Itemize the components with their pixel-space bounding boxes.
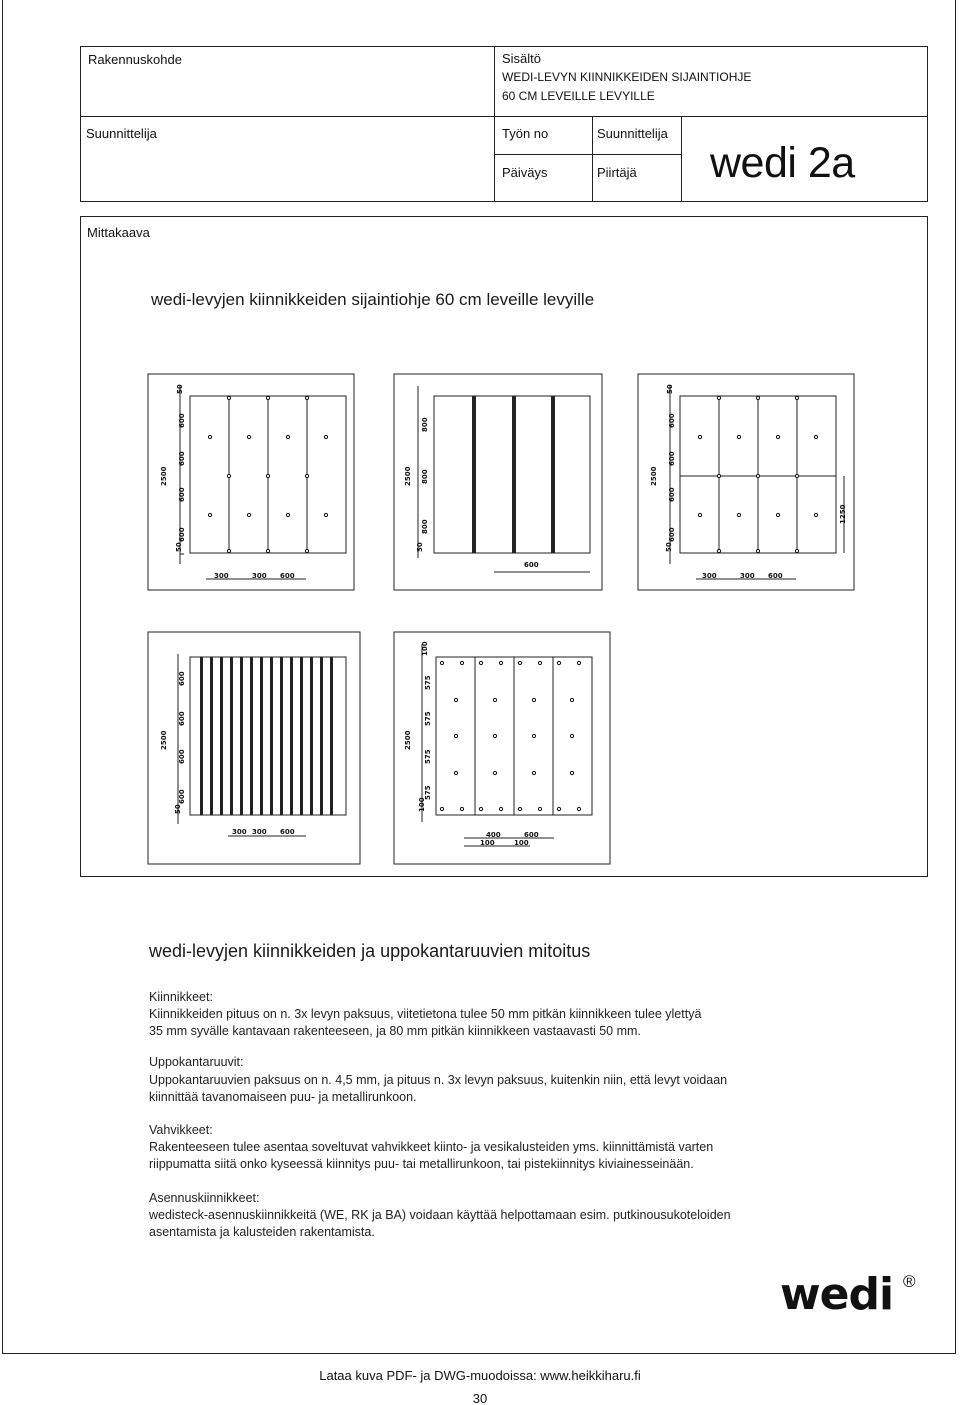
drawing-panel-4 <box>148 632 360 864</box>
d5-label-r2: 575 <box>424 711 432 726</box>
d2-label-w: 600 <box>524 561 539 569</box>
page-frame-right <box>955 0 956 1354</box>
mittakaava-label: Mittakaava <box>87 225 150 240</box>
vahvikkeet-paragraph-1: Rakenteeseen tulee asentaa soveltuvat vahvikkeet kiinto- ja vesikalusteiden yms. kiinnittämistä varten <box>149 1140 714 1154</box>
suunnittelija-label: Suunnittelija <box>86 126 157 141</box>
asennuskiinnikkeet-paragraph-2: asentamista ja kalusteiden rakentamista. <box>149 1225 375 1239</box>
d1-label-total: 2500 <box>160 466 168 486</box>
d1-label-r2: 600 <box>178 451 186 466</box>
d5-label-w1: 400 <box>486 831 501 839</box>
wedi-logo-registered-mark: ® <box>903 1272 916 1291</box>
header-divider-v2 <box>592 116 593 202</box>
d4-label-r4: 600 <box>178 789 186 804</box>
header-divider-h2 <box>494 154 682 155</box>
d1-label-r4: 600 <box>178 527 186 542</box>
d1-label-w2: 300 <box>252 572 267 580</box>
rakennuskohde-label: Rakennuskohde <box>88 52 182 67</box>
section-title: wedi-levyjen kiinnikkeiden ja uppokantaruuvien mitoitus <box>149 941 591 961</box>
d2-label-bottom: 50 <box>416 542 424 552</box>
tyon-no-label: Työn no <box>502 126 549 141</box>
d4-label-w1: 300 <box>232 828 247 836</box>
d5-label-r4: 575 <box>424 785 432 800</box>
d1-label-r3: 600 <box>178 487 186 502</box>
d4-label-bottom: 50 <box>174 804 182 814</box>
asennuskiinnikkeet-heading: Asennuskiinnikkeet: <box>149 1191 260 1205</box>
d5-label-bottom: 100 <box>418 797 426 812</box>
d2-label-total: 2500 <box>404 466 412 486</box>
paivays-label: Päiväys <box>502 165 548 180</box>
drawing-panel-1 <box>148 374 354 590</box>
d4-label-r2: 600 <box>178 711 186 726</box>
d3-label-right: 1250 <box>839 504 847 524</box>
main-border-top <box>80 216 928 217</box>
suunnittelija2-label: Suunnittelija <box>597 126 668 141</box>
d1-label-w1: 300 <box>214 572 229 580</box>
d4-label-w2: 300 <box>252 828 267 836</box>
page-frame-bottom <box>2 1353 956 1354</box>
asennuskiinnikkeet-paragraph-1: wedisteck-asennuskiinnikkeitä (WE, RK ja BA) voidaan käyttää helpottamaan esim. putkinousukoteloiden <box>149 1208 731 1222</box>
d4-label-r3: 600 <box>178 749 186 764</box>
drawing-panel-5 <box>394 632 610 864</box>
d3-label-r4: 600 <box>668 527 676 542</box>
drawing-panel-3 <box>638 374 854 590</box>
d5-label-r3: 575 <box>424 749 432 764</box>
d3-label-top: 50 <box>666 384 674 394</box>
main-border-right <box>927 216 928 877</box>
d3-label-r3: 600 <box>668 487 676 502</box>
d5-label-e1: 100 <box>480 839 495 847</box>
download-link[interactable]: Lataa kuva PDF- ja DWG-muodoissa: www.heikkiharu.fi <box>319 1368 641 1383</box>
sisalto-line-1: WEDI-LEVYN KIINNIKKEIDEN SIJAINTIOHJE <box>502 70 752 84</box>
page-frame-left <box>2 0 3 1354</box>
d1-label-r1: 600 <box>178 413 186 428</box>
piirtaja-label: Piirtäjä <box>597 165 637 180</box>
d2-label-r2: 800 <box>421 469 429 484</box>
uppokantaruuvit-paragraph-1: Uppokantaruuvien paksuus on n. 4,5 mm, ja pituus n. 3x levyn paksuus, kuitenkin niin, että levyt voidaan <box>149 1073 728 1087</box>
d5-label-total: 2500 <box>404 730 412 750</box>
d1-label-top: 50 <box>176 384 184 394</box>
drawing-panel-2 <box>394 374 602 590</box>
d3-label-total: 2500 <box>650 466 658 486</box>
header-divider-v3 <box>681 116 682 202</box>
uppokantaruuvit-heading: Uppokantaruuvit: <box>149 1055 244 1069</box>
d3-label-r1: 600 <box>668 413 676 428</box>
main-border-bottom <box>80 876 928 877</box>
document-id: wedi 2a <box>710 139 855 187</box>
d1-label-w3: 600 <box>280 572 295 580</box>
d5-label-top: 100 <box>421 641 429 656</box>
header-border-bottom <box>80 201 928 202</box>
d3-label-r2: 600 <box>668 451 676 466</box>
d3-label-bottom: 50 <box>665 542 673 552</box>
vahvikkeet-heading: Vahvikkeet: <box>149 1123 213 1137</box>
kiinnikkeet-heading: Kiinnikkeet: <box>149 990 213 1004</box>
d5-label-r1: 575 <box>424 675 432 690</box>
d1-label-bottom: 50 <box>175 542 183 552</box>
kiinnikkeet-paragraph-1: Kiinnikkeiden pituus on n. 3x levyn paksuus, viitetietona tulee 50 mm pitkän kiinnikkeen tulee ylettyä <box>149 1007 702 1021</box>
wedi-logo: wedi <box>780 1269 894 1320</box>
d3-label-w3: 600 <box>768 572 783 580</box>
page-number: 30 <box>472 1391 488 1405</box>
d4-label-w3: 600 <box>280 828 295 836</box>
d2-label-r1: 800 <box>421 417 429 432</box>
d4-label-total: 2500 <box>160 730 168 750</box>
main-border-left <box>80 216 81 877</box>
uppokantaruuvit-paragraph-2: kiinnittää tavanomaiseen puu- ja metallirunkoon. <box>149 1090 417 1104</box>
vahvikkeet-paragraph-2: riippumatta siitä onko kyseessä kiinnitys puu- tai metallirunkoon, tai pistekiinnitys kiviainesseinään. <box>149 1157 694 1171</box>
sisalto-line-2: 60 CM LEVEILLE LEVYILLE <box>502 89 655 103</box>
header-divider-h1 <box>80 116 928 117</box>
d4-label-r1: 600 <box>178 671 186 686</box>
header-divider-v1 <box>494 46 495 202</box>
d3-label-w2: 300 <box>740 572 755 580</box>
kiinnikkeet-paragraph-2: 35 mm syvälle kantavaan rakenteeseen, ja 80 mm pitkän kiinnikkeen vastaavasti 50 mm. <box>149 1024 641 1038</box>
header-border-top <box>80 46 928 47</box>
sisalto-label: Sisältö <box>502 51 542 66</box>
header-border-right <box>927 46 928 202</box>
drawing-subtitle: wedi-levyjen kiinnikkeiden sijaintiohje 60 cm leveille levyille <box>151 290 595 309</box>
d5-label-e2: 100 <box>514 839 529 847</box>
d3-label-w1: 300 <box>702 572 717 580</box>
d5-label-w2: 600 <box>524 831 539 839</box>
header-border-left <box>80 46 81 202</box>
d2-label-r3: 800 <box>421 519 429 534</box>
